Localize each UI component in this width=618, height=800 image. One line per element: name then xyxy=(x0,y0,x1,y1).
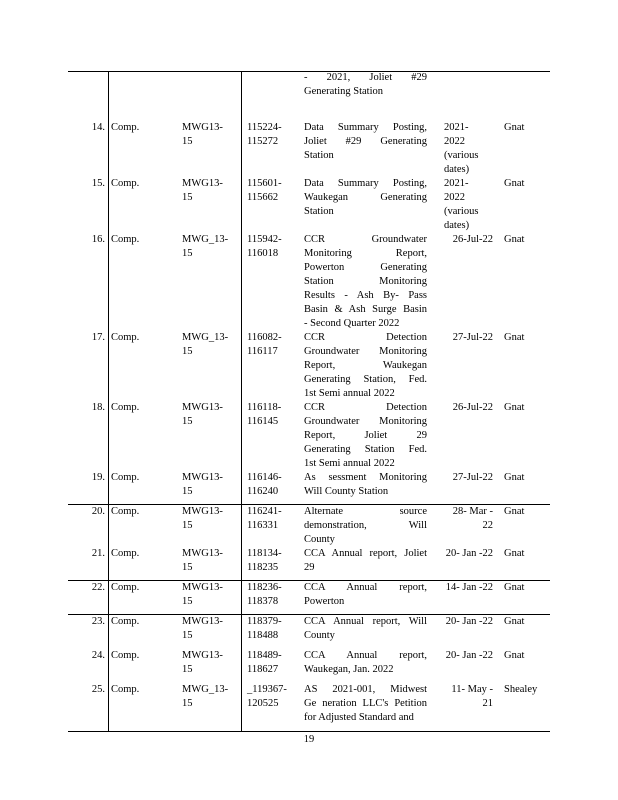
bates-range: _119367- xyxy=(247,684,287,695)
row-date: 26-Jul-22 xyxy=(452,402,493,413)
bates-range: 116145 xyxy=(247,416,279,427)
row-date: dates) xyxy=(444,220,470,231)
witness: Shealey xyxy=(504,684,538,695)
description-line: Joliet #29 Generating xyxy=(304,136,427,147)
description-line: demonstration, Will xyxy=(304,520,427,531)
witness: Gnat xyxy=(504,178,525,189)
description-line: Groundwater Monitoring xyxy=(304,416,427,427)
exhibit-number: 15 xyxy=(182,486,193,497)
witness: Gnat xyxy=(504,582,525,593)
exhibit-number: MWG_13- xyxy=(182,234,229,245)
description-line: Powerton Generating xyxy=(304,262,427,273)
witness: Gnat xyxy=(504,234,525,245)
bates-range: 116240 xyxy=(247,486,279,497)
description-line: County xyxy=(304,630,335,641)
continuation-description xyxy=(304,71,427,99)
exhibit-number: 15 xyxy=(182,520,193,531)
description-line: CCR Detection xyxy=(304,332,427,343)
exhibit-number: 15 xyxy=(182,248,193,259)
description xyxy=(304,471,427,499)
witness: Gnat xyxy=(504,650,525,661)
description xyxy=(304,547,427,575)
row-date: dates) xyxy=(444,164,470,175)
exhibit-number: 15 xyxy=(182,416,193,427)
description-line: Generating Station Fed. xyxy=(304,444,427,455)
bates-range: 118627 xyxy=(247,664,279,675)
row-date: 27-Jul-22 xyxy=(452,332,493,343)
bates-range: 115224- xyxy=(247,122,282,133)
description-line: County xyxy=(304,534,335,545)
exhibit-number: MWG13- xyxy=(182,178,223,189)
row-date: 26-Jul-22 xyxy=(452,234,493,245)
row-date: 28- Mar - xyxy=(452,506,493,517)
description-line: CCR Groundwater xyxy=(304,234,427,245)
description-line: Ge neration LLC's Petition xyxy=(304,698,427,709)
row-number: 18. xyxy=(91,402,105,413)
witness: Gnat xyxy=(504,402,525,413)
bates-range: 118488 xyxy=(247,630,279,641)
row-date: 2022 xyxy=(444,136,465,147)
exhibit-number: MWG13- xyxy=(182,506,223,517)
bates-range: 118235 xyxy=(247,562,279,573)
table-bottom-rule xyxy=(68,731,550,732)
description-line: 1st Semi annual 2022 xyxy=(304,458,395,469)
row-date: (various xyxy=(444,206,479,217)
row-type: Comp. xyxy=(111,616,140,627)
description xyxy=(304,581,427,609)
row-date: 2022 xyxy=(444,192,465,203)
description xyxy=(304,683,427,725)
exhibit-number: 15 xyxy=(182,664,193,675)
exhibit-number: 15 xyxy=(182,596,193,607)
description-line: Monitoring Report, xyxy=(304,248,427,259)
row-date: 20- Jan -22 xyxy=(445,650,493,661)
row-date: 20- Jan -22 xyxy=(445,616,493,627)
row-type: Comp. xyxy=(111,684,140,695)
bates-range: 116241- xyxy=(247,506,282,517)
description-line: Basin & Ash Surge Basin xyxy=(304,304,427,315)
bates-range: 116117 xyxy=(247,346,278,357)
description-line: CCA Annual report, xyxy=(304,582,427,593)
page-number: 19 xyxy=(303,734,315,745)
column-rule xyxy=(241,71,242,731)
description-line: Station xyxy=(304,150,334,161)
bates-range: 118379- xyxy=(247,616,282,627)
description-line: CCA Annual report, xyxy=(304,650,427,661)
exhibit-number: 15 xyxy=(182,192,193,203)
witness: Gnat xyxy=(504,616,525,627)
bates-range: 118489- xyxy=(247,650,282,661)
exhibit-number: MWG13- xyxy=(182,650,223,661)
description-line: - Second Quarter 2022 xyxy=(304,318,400,329)
description xyxy=(304,331,427,401)
column-rule xyxy=(108,71,109,731)
row-date: 11- May - xyxy=(451,684,493,695)
row-type: Comp. xyxy=(111,582,140,593)
row-date: 27-Jul-22 xyxy=(452,472,493,483)
row-date: 21 xyxy=(482,698,493,709)
row-number: 16. xyxy=(91,234,105,245)
row-type: Comp. xyxy=(111,650,140,661)
description xyxy=(304,505,427,547)
exhibit-number: 15 xyxy=(182,562,193,573)
row-date: (various xyxy=(444,150,479,161)
exhibit-number: MWG13- xyxy=(182,402,223,413)
row-type: Comp. xyxy=(111,402,140,413)
description-line: 1st Semi annual 2022 xyxy=(304,388,395,399)
bates-range: 115662 xyxy=(247,192,279,203)
bates-range: 118236- xyxy=(247,582,282,593)
exhibit-number: MWG_13- xyxy=(182,332,229,343)
exhibit-number: 15 xyxy=(182,136,193,147)
bates-range: 120525 xyxy=(247,698,279,709)
bates-range: 116082- xyxy=(247,332,282,343)
bates-range: 115942- xyxy=(247,234,282,245)
bates-range: 115601- xyxy=(247,178,282,189)
bates-range: 116018 xyxy=(247,248,279,259)
row-number: 25. xyxy=(91,684,105,695)
row-date: 22 xyxy=(482,520,493,531)
exhibit-number: 15 xyxy=(182,346,193,357)
bates-range: 118134- xyxy=(247,548,282,559)
description xyxy=(304,401,427,471)
description-line: Waukegan Generating xyxy=(304,192,427,203)
row-date: 14- Jan -22 xyxy=(445,582,493,593)
description-line: 29 xyxy=(304,562,315,573)
bates-range: 118378 xyxy=(247,596,279,607)
description xyxy=(304,649,427,677)
exhibit-number: MWG13- xyxy=(182,548,223,559)
row-type: Comp. xyxy=(111,506,140,517)
row-type: Comp. xyxy=(111,472,140,483)
row-number: 19. xyxy=(91,472,105,483)
description-line: Station Monitoring xyxy=(304,276,427,287)
description-line: - 2021, Joliet #29 xyxy=(304,72,427,83)
description-line: As sessment Monitoring xyxy=(304,472,427,483)
description-line: CCA Annual report, Will xyxy=(304,616,427,627)
description-line: Report, Joliet 29 xyxy=(304,430,427,441)
description-line: Alternate source xyxy=(304,506,427,517)
bates-range: 115272 xyxy=(247,136,279,147)
row-type: Comp. xyxy=(111,178,140,189)
row-number: 14. xyxy=(91,122,105,133)
description-line: for Adjusted Standard and xyxy=(304,712,414,723)
description-line: Generating Station, Fed. xyxy=(304,374,427,385)
description xyxy=(304,121,427,163)
row-number: 20. xyxy=(91,506,105,517)
row-type: Comp. xyxy=(111,332,140,343)
witness: Gnat xyxy=(504,472,525,483)
description-line: Waukegan, Jan. 2022 xyxy=(304,664,394,675)
exhibit-number: MWG_13- xyxy=(182,684,229,695)
row-number: 24. xyxy=(91,650,105,661)
description-line: CCA Annual report, Joliet xyxy=(304,548,427,559)
row-number: 15. xyxy=(91,178,105,189)
description-line: Powerton xyxy=(304,596,345,607)
description-line: Generating Station xyxy=(304,86,384,97)
exhibit-number: MWG13- xyxy=(182,472,223,483)
row-number: 17. xyxy=(91,332,105,343)
exhibit-number: MWG13- xyxy=(182,582,223,593)
witness: Gnat xyxy=(504,122,525,133)
description-line: Results - Ash By- Pass xyxy=(304,290,427,301)
bates-range: 116146- xyxy=(247,472,282,483)
bates-range: 116118- xyxy=(247,402,282,413)
row-type: Comp. xyxy=(111,234,140,245)
exhibit-number: 15 xyxy=(182,630,193,641)
row-type: Comp. xyxy=(111,122,140,133)
description-line: Report, Waukegan xyxy=(304,360,427,371)
description xyxy=(304,233,427,331)
witness: Gnat xyxy=(504,332,525,343)
exhibit-number: MWG13- xyxy=(182,122,223,133)
description xyxy=(304,177,427,219)
description-line: Data Summary Posting, xyxy=(304,122,427,133)
description-line: CCR Detection xyxy=(304,402,427,413)
witness: Gnat xyxy=(504,548,525,559)
description-line: Groundwater Monitoring xyxy=(304,346,427,357)
bates-range: 116331 xyxy=(247,520,279,531)
row-date: 2021- xyxy=(444,122,469,133)
witness: Gnat xyxy=(504,506,525,517)
description-line: Data Summary Posting, xyxy=(304,178,427,189)
description-line: Will County Station xyxy=(304,486,389,497)
row-number: 21. xyxy=(91,548,105,559)
description-line: Station xyxy=(304,206,334,217)
row-number: 23. xyxy=(91,616,105,627)
description xyxy=(304,615,427,643)
exhibit-number: 15 xyxy=(182,698,193,709)
row-date: 2021- xyxy=(444,178,469,189)
description-line: AS 2021-001, Midwest xyxy=(304,684,427,695)
row-number: 22. xyxy=(91,582,105,593)
row-date: 20- Jan -22 xyxy=(445,548,493,559)
exhibit-number: MWG13- xyxy=(182,616,223,627)
row-type: Comp. xyxy=(111,548,140,559)
